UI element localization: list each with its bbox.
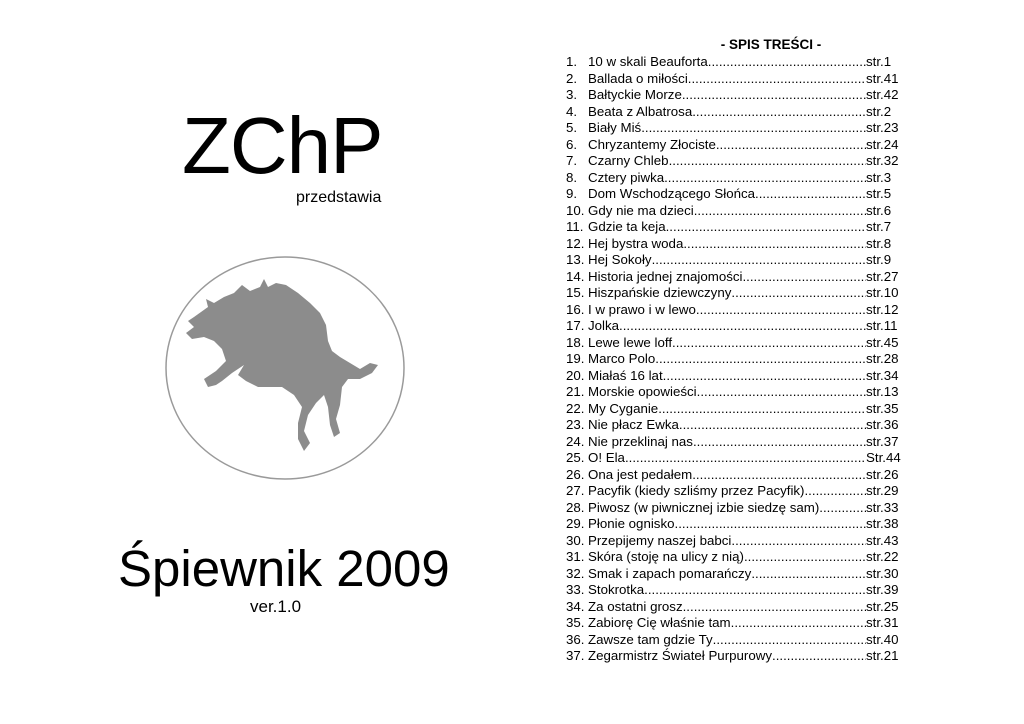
toc-leader-dots — [755, 186, 866, 203]
toc-entry-page: str.36 — [866, 417, 899, 432]
toc-entry-title: Historia jednej znajomości — [588, 268, 743, 284]
toc-entry-title: Piwosz (w piwnicznej izbie siedzę sam) — [588, 499, 820, 515]
toc-leader-dots — [731, 533, 866, 550]
toc-entry-title: Hej bystra woda — [588, 235, 684, 251]
toc-entry-page: str.38 — [866, 516, 899, 531]
toc-entry — [566, 318, 896, 335]
toc-entry — [566, 87, 899, 104]
toc-leader-dots — [644, 582, 866, 599]
toc-entry-number: 26. — [566, 466, 585, 482]
toc-entry-title: Ona jest pedałem — [588, 466, 693, 482]
toc-title: - SPIS TREŚCI - — [720, 37, 822, 52]
toc-entry-title: Zabiorę Cię właśnie tam — [588, 615, 731, 630]
toc-entry-title: Marco Polo — [588, 351, 656, 366]
toc-entry-title: Gdy nie ma dzieci — [588, 202, 694, 218]
toc-entry-title: Hej Sokoły — [588, 252, 652, 267]
toc-entry-number: 18. — [566, 334, 585, 350]
toc-entry-page: str.3 — [866, 169, 892, 185]
toc-entry-title: Nie przeklinaj nas — [588, 433, 693, 449]
toc-entry-title: Smak i zapach pomarańczy — [588, 565, 752, 581]
toc-leader-dots — [625, 450, 866, 467]
toc-entry-number: 12. — [566, 235, 585, 251]
toc-entry-page: str.42 — [866, 87, 899, 102]
toc-entry — [566, 268, 899, 286]
toc-entry-page: str.28 — [866, 351, 899, 366]
toc-leader-dots — [658, 401, 866, 418]
toc-entry — [566, 565, 899, 583]
toc-leader-dots — [679, 417, 866, 434]
toc-entry — [566, 136, 899, 154]
toc-leader-dots — [697, 384, 866, 401]
toc-leader-dots — [669, 153, 866, 170]
toc-entry-number: 27. — [566, 483, 585, 498]
toc-entry-number: 22. — [566, 400, 585, 416]
toc-entry-page: str.27 — [866, 268, 899, 284]
toc-entry — [566, 301, 899, 319]
toc-entry-page: str.13 — [866, 384, 899, 399]
toc-entry-title: Gdzie ta keja — [588, 219, 666, 234]
toc-entry-number: 35. — [566, 615, 585, 630]
songbook-title: Śpiewnik 2009 — [118, 540, 450, 597]
toc-entry — [566, 367, 899, 385]
toc-entry-title: Czarny Chleb — [588, 153, 669, 168]
toc-entry-title: Pacyfik (kiedy szliśmy przez Pacyfik) — [588, 483, 805, 498]
toc-entry-title: Lewe lewe loff — [588, 334, 673, 350]
toc-entry-title: 10 w skali Beauforta — [588, 54, 708, 69]
toc-entry-number: 4. — [566, 103, 578, 119]
toc-leader-dots — [731, 285, 866, 302]
toc-leader-dots — [708, 54, 866, 71]
toc-entry-number: 8. — [566, 169, 578, 185]
toc-entry-title: Nie płacz Ewka — [588, 417, 679, 432]
toc-entry-title: Zegarmistrz Świateł Purpurowy — [588, 648, 772, 663]
table-of-contents — [566, 37, 901, 665]
toc-leader-dots — [672, 335, 866, 352]
toc-leader-dots — [682, 87, 866, 104]
toc-entry-title: Chryzantemy Złociste — [588, 136, 716, 152]
toc-entry — [566, 170, 896, 187]
toc-entry-page: str.9 — [866, 252, 892, 267]
toc-leader-dots — [694, 203, 866, 220]
toc-entry-number: 7. — [566, 153, 578, 168]
toc-leader-dots — [675, 516, 867, 533]
toc-entry-number: 20. — [566, 367, 585, 383]
toc-leader-dots — [744, 549, 866, 566]
toc-leader-dots — [663, 368, 866, 385]
toc-entry — [566, 186, 896, 203]
toc-leader-dots — [716, 137, 866, 154]
toc-entry-page: Str.44 — [866, 450, 901, 465]
toc-entry-page: str.29 — [866, 483, 899, 498]
toc-entry — [566, 549, 899, 566]
toc-leader-dots — [652, 252, 866, 269]
toc-entry-title: Hiszpańskie dziewczyny — [588, 285, 732, 300]
toc-entry — [566, 153, 899, 170]
toc-entry-number: 31. — [566, 549, 585, 564]
toc-leader-dots — [713, 632, 866, 649]
toc-entry-title: Zawsze tam gdzie Ty — [588, 631, 713, 647]
toc-leader-dots — [666, 219, 866, 236]
toc-entry-number: 30. — [566, 532, 585, 548]
toc-leader-dots — [693, 434, 866, 451]
toc-leader-dots — [692, 104, 866, 121]
toc-entry — [566, 582, 899, 599]
toc-entry — [566, 104, 896, 121]
toc-leader-dots — [696, 302, 866, 319]
toc-entry — [566, 433, 899, 451]
toc-entry — [566, 236, 896, 253]
toc-entry — [566, 466, 899, 484]
toc-entry-number: 6. — [566, 136, 578, 152]
toc-entry-title: Beata z Albatrosa — [588, 103, 693, 119]
toc-entry-title: Za ostatni grosz — [588, 598, 683, 614]
toc-entry — [566, 203, 896, 220]
toc-leader-dots — [619, 318, 866, 335]
toc-entry — [566, 120, 899, 137]
toc-entry-title: My Cyganie — [588, 400, 659, 416]
toc-entry — [566, 54, 896, 71]
toc-entry-page: str.32 — [866, 153, 899, 168]
toc-entry-page: str.21 — [866, 648, 899, 663]
toc-entry-page: str.12 — [866, 301, 899, 317]
toc-entry-number: 2. — [566, 70, 578, 86]
toc-leader-dots — [804, 483, 866, 500]
toc-entry-number: 16. — [566, 301, 585, 317]
toc-entry-page: str.26 — [866, 466, 899, 482]
toc-entry-title: O! Ela — [588, 450, 625, 465]
toc-entry — [566, 400, 899, 418]
toc-entry — [566, 417, 899, 434]
toc-entry — [566, 648, 899, 665]
toc-entry — [566, 285, 899, 302]
toc-entry — [566, 598, 899, 616]
toc-entry-title: Przepijemy naszej babci — [588, 532, 732, 548]
toc-entry-number: 34. — [566, 598, 585, 614]
toc-entry-page: str.2 — [866, 103, 892, 119]
toc-entry-page: str.33 — [866, 499, 899, 515]
toc-entry-number: 29. — [566, 516, 585, 531]
toc-entry-number: 32. — [566, 565, 585, 581]
toc-entry-number: 3. — [566, 87, 578, 102]
toc-entry-number: 19. — [566, 351, 585, 366]
toc-entry-page: str.41 — [866, 70, 899, 86]
toc-entry-page: str.8 — [866, 235, 892, 251]
toc-entry-page: str.23 — [866, 120, 899, 135]
toc-entry-number: 5. — [566, 120, 578, 135]
toc-entry-page: str.34 — [866, 367, 899, 383]
toc-entry — [566, 631, 899, 649]
toc-entry-number: 17. — [566, 318, 585, 333]
toc-leader-dots — [683, 236, 866, 253]
toc-entry-page: str.37 — [866, 433, 899, 449]
toc-entry-page: str.31 — [866, 615, 899, 630]
toc-entry-page: str.22 — [866, 549, 899, 564]
toc-entry-page: str.6 — [866, 202, 892, 218]
toc-entry-title: Stokrotka — [588, 582, 645, 597]
toc-entry-number: 10. — [566, 202, 585, 218]
toc-entry-number: 11. — [566, 219, 584, 234]
toc-entry — [566, 384, 899, 401]
toc-entry-number: 36. — [566, 631, 585, 647]
toc-entry-number: 33. — [566, 582, 585, 597]
toc-entry-title: I w prawo i w lewo — [588, 301, 696, 317]
toc-entry-title: Jolka — [588, 318, 620, 333]
toc-entry-title: Dom Wschodzącego Słońca — [588, 186, 756, 201]
toc-entry-title: Bałtyckie Morze — [588, 87, 682, 102]
toc-entry-number: 15. — [566, 285, 585, 300]
toc-leader-dots — [742, 269, 866, 286]
toc-entry-page: str.5 — [866, 186, 892, 201]
toc-leader-dots — [683, 599, 866, 616]
version-label: ver.1.0 — [250, 597, 302, 616]
toc-leader-dots — [692, 467, 866, 484]
toc-entry — [566, 351, 899, 368]
toc-entry-title: Płonie ognisko — [588, 516, 675, 531]
toc-entry-title: Cztery piwka — [588, 169, 665, 185]
toc-entry-title: Biały Miś — [588, 120, 642, 135]
toc-entry-page: str.11 — [866, 318, 898, 333]
toc-leader-dots — [772, 648, 866, 665]
toc-leader-dots — [731, 615, 866, 632]
toc-entry-page: str.24 — [866, 136, 899, 152]
toc-leader-dots — [751, 566, 866, 583]
toc-entry — [566, 532, 899, 550]
toc-leader-dots — [655, 351, 866, 368]
toc-entry-page: str.1 — [866, 54, 892, 69]
toc-entry — [566, 334, 899, 352]
toc-entry-number: 25. — [566, 450, 585, 465]
toc-entry-page: str.39 — [866, 582, 899, 597]
toc-leader-dots — [819, 500, 866, 517]
toc-entry-page: str.25 — [866, 598, 899, 614]
toc-entry-title: Skóra (stoję na ulicy z nią) — [588, 549, 744, 564]
toc-entry — [566, 516, 899, 533]
toc-leader-dots — [664, 170, 866, 187]
group-title: ZChP — [182, 101, 383, 190]
toc-entry-page: str.7 — [866, 219, 892, 234]
toc-leader-dots — [641, 120, 866, 137]
toc-entry-number: 21. — [566, 384, 585, 399]
toc-list — [566, 54, 901, 665]
toc-entry-number: 28. — [566, 499, 585, 515]
boar-icon — [186, 279, 378, 451]
toc-entry — [566, 450, 901, 467]
toc-entry-title: Miałaś 16 lat — [588, 367, 663, 383]
toc-entry-page: str.10 — [866, 285, 899, 300]
boar-emblem — [164, 255, 406, 481]
toc-entry — [566, 252, 896, 269]
toc-entry-number: 37. — [566, 648, 585, 663]
toc-entry-page: str.43 — [866, 532, 899, 548]
toc-entry — [566, 70, 899, 88]
toc-entry — [566, 615, 899, 632]
subtitle: przedstawia — [296, 189, 382, 206]
toc-entry — [566, 483, 899, 500]
toc-entry-page: str.45 — [866, 334, 899, 350]
toc-entry-page: str.30 — [866, 565, 899, 581]
toc-entry — [566, 219, 896, 236]
toc-entry-number: 9. — [566, 186, 578, 201]
toc-entry — [566, 499, 899, 517]
toc-entry-page: str.40 — [866, 631, 899, 647]
toc-entry-title: Ballada o miłości — [588, 70, 688, 86]
toc-leader-dots — [688, 71, 866, 88]
toc-entry-number: 14. — [566, 268, 585, 284]
toc-entry-number: 24. — [566, 433, 585, 449]
toc-entry-page: str.35 — [866, 400, 899, 416]
toc-entry-number: 1. — [566, 54, 578, 69]
toc-entry-number: 23. — [566, 417, 585, 432]
toc-entry-number: 13. — [566, 252, 585, 267]
toc-entry-title: Morskie opowieści — [588, 384, 697, 399]
